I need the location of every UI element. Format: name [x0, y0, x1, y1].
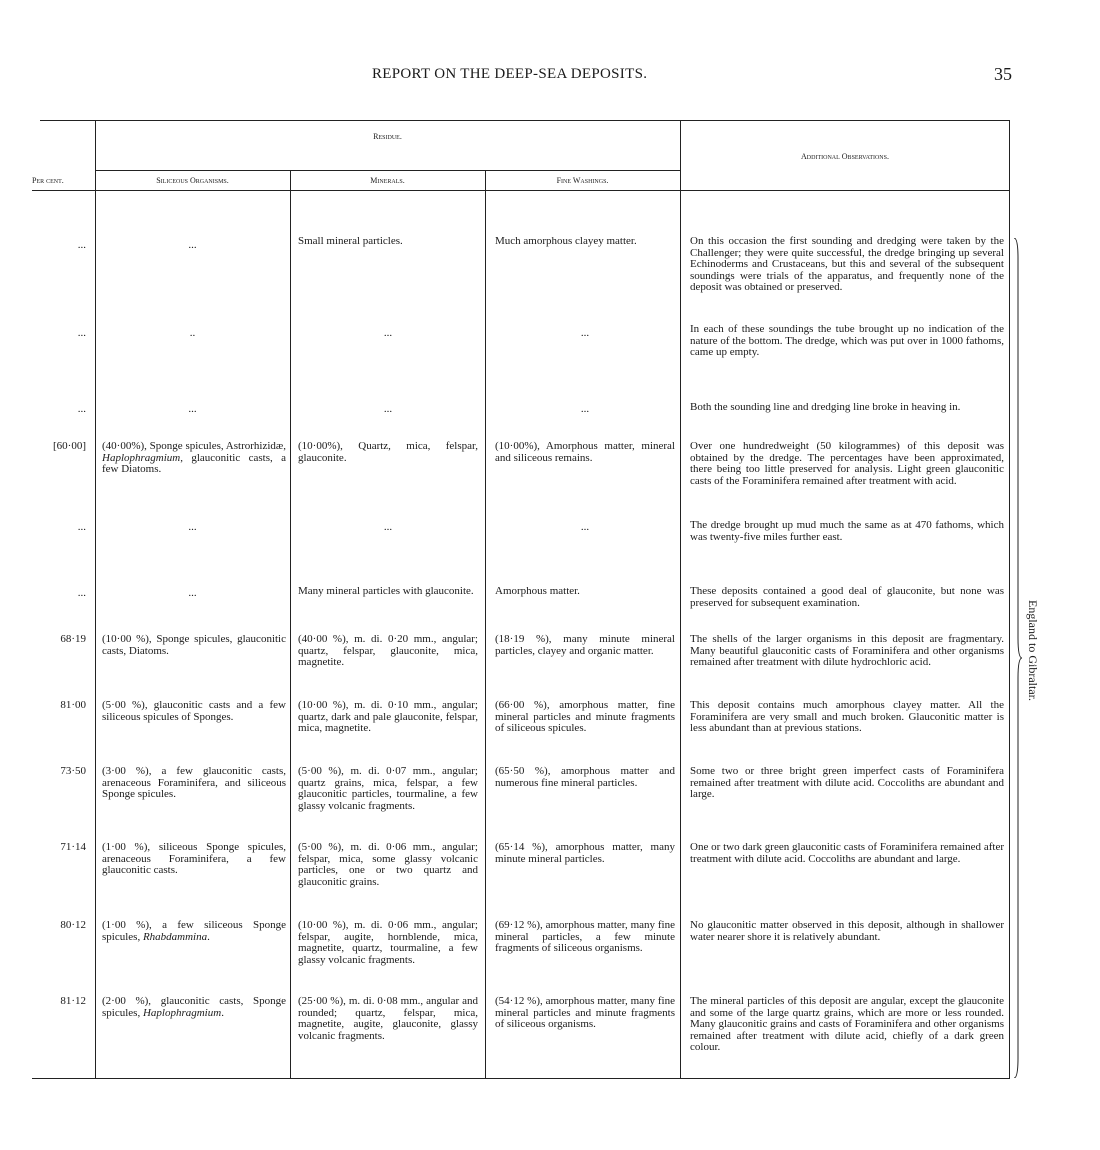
per-cent-cell: [60·00]	[53, 440, 86, 452]
siliceous-cell: (1·00 %), a few siliceous Sponge spicules, Rhabdammina.	[102, 919, 286, 943]
per-cent-cell: ...	[77, 327, 86, 339]
table-top-rule	[40, 120, 1010, 121]
residue-underline	[95, 170, 680, 171]
header-per-cent: Per cent.	[32, 176, 64, 185]
minerals-cell: (25·00 %), m. di. 0·08 mm., angular and rounded; quartz, felspar, mica, magnetite, augite, glauconite, glassy volcanic fragments.	[298, 995, 478, 1042]
minerals-cell: (10·00 %), m. di. 0·06 mm., angular; felspar, augite, hornblende, mica, magnetite, quartz, tourmaline, a few glassy volcanic fragments.	[298, 919, 478, 966]
per-cent-cell: 81·12	[60, 995, 86, 1007]
observations-cell: On this occasion the first sounding and dredging were taken by the Challenger; they were quite successful, the dredge bringing up several Echinoderms and Crustaceans, but this and several of the subsequent soundings were trials of the apparatus, and frequently none of the deposit was obtained or preserved.	[690, 235, 1004, 294]
minerals-cell: (5·00 %), m. di. 0·07 mm., angular; quartz grains, mica, felspar, a few glauconitic particles, tourmaline, a few glassy volcanic fragments.	[298, 765, 478, 812]
observations-cell: The dredge brought up mud much the same as at 470 fathoms, which was twenty-five miles further east.	[690, 519, 1004, 543]
header-observations: Additional Observations.	[801, 152, 889, 161]
minerals-cell: Small mineral particles.	[298, 235, 403, 247]
minerals-cell: ...	[383, 327, 393, 339]
siliceous-cell: ...	[188, 587, 197, 599]
siliceous-cell: ...	[188, 239, 197, 251]
siliceous-cell: (2·00 %), glauconitic casts, Sponge spicules, Haplophragmium.	[102, 995, 286, 1019]
siliceous-cell: ..	[189, 327, 196, 339]
fine-washings-cell: ...	[580, 403, 590, 415]
observations-cell: No glauconitic matter observed in this deposit, although in shallower water nearer shore it is relatively abundant.	[690, 919, 1004, 943]
fine-washings-cell: Amorphous matter.	[495, 585, 580, 597]
per-cent-cell: ...	[77, 521, 86, 533]
header-minerals: Minerals.	[370, 176, 405, 185]
header-bottom-rule	[32, 190, 1010, 191]
fine-washings-cell: ...	[580, 521, 590, 533]
per-cent-cell: ...	[77, 403, 86, 415]
observations-cell: The mineral particles of this deposit are angular, except the glauconite and some of the large quartz grains, which are more or less rounded. Many glauconitic grains and casts of Foraminifera and other organisms remained after treatment with dilute acid, chiefly of a dark green colour.	[690, 995, 1004, 1054]
minerals-cell: (5·00 %), m. di. 0·06 mm., angular; felspar, mica, some glassy volcanic particles, one or two quartz and glauconitic grains.	[298, 841, 478, 888]
fine-washings-cell: ...	[580, 327, 590, 339]
route-side-label: England to Gibraltar.	[1026, 600, 1040, 701]
fine-washings-cell: (65·14 %), amorphous matter, many minute mineral particles.	[495, 841, 675, 865]
running-title: REPORT ON THE DEEP-SEA DEPOSITS.	[372, 66, 648, 82]
minerals-cell: ...	[383, 521, 393, 533]
minerals-cell: ...	[383, 403, 393, 415]
fine-washings-cell: Much amorphous clayey matter.	[495, 235, 637, 247]
minerals-cell: (40·00 %), m. di. 0·20 mm., angular; quartz, felspar, glauconite, mica, magnetite.	[298, 633, 478, 669]
observations-cell: In each of these soundings the tube brought up no indication of the nature of the bottom. The dredge, which was put over in 1000 fathoms, came up empty.	[690, 323, 1004, 359]
per-cent-cell: 81·00	[60, 699, 86, 711]
col-divider-3	[485, 170, 486, 1078]
siliceous-cell: (1·00 %), siliceous Sponge spicules, arenaceous Foraminifera, a few glauconitic casts.	[102, 841, 286, 877]
siliceous-cell: (40·00%), Sponge spicules, Astrorhizidæ, Haplophragmium, glauconitic casts, a few Diatoms.	[102, 440, 286, 476]
per-cent-cell: 68·19	[60, 633, 86, 645]
siliceous-cell: (3·00 %), a few glauconitic casts, arenaceous Foraminifera, and siliceous Sponge spicules.	[102, 765, 286, 801]
siliceous-cell: (5·00 %), glauconitic casts and a few siliceous spicules of Sponges.	[102, 699, 286, 723]
per-cent-cell: 73·50	[60, 765, 86, 777]
page-header	[0, 66, 1100, 88]
col-divider-1	[95, 120, 96, 1078]
fine-washings-cell: (65·50 %), amorphous matter and numerous fine mineral particles.	[495, 765, 675, 789]
data-table	[32, 120, 1010, 1080]
observations-cell: One or two dark green glauconitic casts of Foraminifera remained after treatment with dilute acid. Coccoliths are abundant and large.	[690, 841, 1004, 865]
per-cent-cell: 80·12	[60, 919, 86, 931]
observations-cell: These deposits contained a good deal of glauconite, but none was preserved for subsequent examination.	[690, 585, 1004, 609]
header-residue: Residue.	[373, 132, 402, 141]
minerals-cell: (10·00 %), m. di. 0·10 mm., angular; quartz, dark and pale glauconite, felspar, mica, magnetite.	[298, 699, 478, 735]
per-cent-cell: ...	[77, 587, 86, 599]
minerals-cell: Many mineral particles with glauconite.	[298, 585, 474, 597]
fine-washings-cell: (54·12 %), amorphous matter, many fine mineral particles and minute fragments of siliceous organisms.	[495, 995, 675, 1031]
siliceous-cell: ...	[188, 403, 197, 415]
col-divider-4	[680, 120, 681, 1078]
fine-washings-cell: (10·00%), Amorphous matter, mineral and siliceous remains.	[495, 440, 675, 464]
header-siliceous: Siliceous Organisms.	[156, 176, 229, 185]
per-cent-cell: ...	[77, 239, 86, 251]
siliceous-cell: ...	[188, 521, 197, 533]
table-bottom-rule	[32, 1078, 1010, 1079]
observations-cell: The shells of the larger organisms in this deposit are fragmentary. Many beautiful glauconitic casts of Foraminifera and other organisms remained after treatment with dilute hydrochloric acid.	[690, 633, 1004, 669]
page-number: 35	[994, 64, 1012, 84]
col-divider-2	[290, 170, 291, 1078]
per-cent-cell: 71·14	[60, 841, 86, 853]
header-fine-washings: Fine Washings.	[556, 176, 609, 185]
observations-cell: Over one hundredweight (50 kilogrammes) of this deposit was obtained by the dredge. The percentages have been approximated, there being too little preserved for analysis. Light green glauconitic casts of the Foraminifera remained after treatment with acid.	[690, 440, 1004, 487]
col-divider-5	[1009, 120, 1010, 1078]
fine-washings-cell: (69·12 %), amorphous matter, many fine mineral particles, a few minute fragments of siliceous organisms.	[495, 919, 675, 955]
observations-cell: This deposit contains much amorphous clayey matter. All the Foraminifera are very small and much broken. Glauconitic matter is less abundant than at previous stations.	[690, 699, 1004, 735]
observations-cell: Both the sounding line and dredging line broke in heaving in.	[690, 401, 961, 413]
siliceous-cell: (10·00 %), Sponge spicules, glauconitic casts, Diatoms.	[102, 633, 286, 657]
observations-cell: Some two or three bright green imperfect casts of Foraminifera remained after treatment with dilute acid. Coccoliths are abundant and large.	[690, 765, 1004, 801]
minerals-cell: (10·00%), Quartz, mica, felspar, glauconite.	[298, 440, 478, 464]
fine-washings-cell: (18·19 %), many minute mineral particles, clayey and organic matter.	[495, 633, 675, 657]
fine-washings-cell: (66·00 %), amorphous matter, fine mineral particles and minute fragments of siliceous spicules.	[495, 699, 675, 735]
